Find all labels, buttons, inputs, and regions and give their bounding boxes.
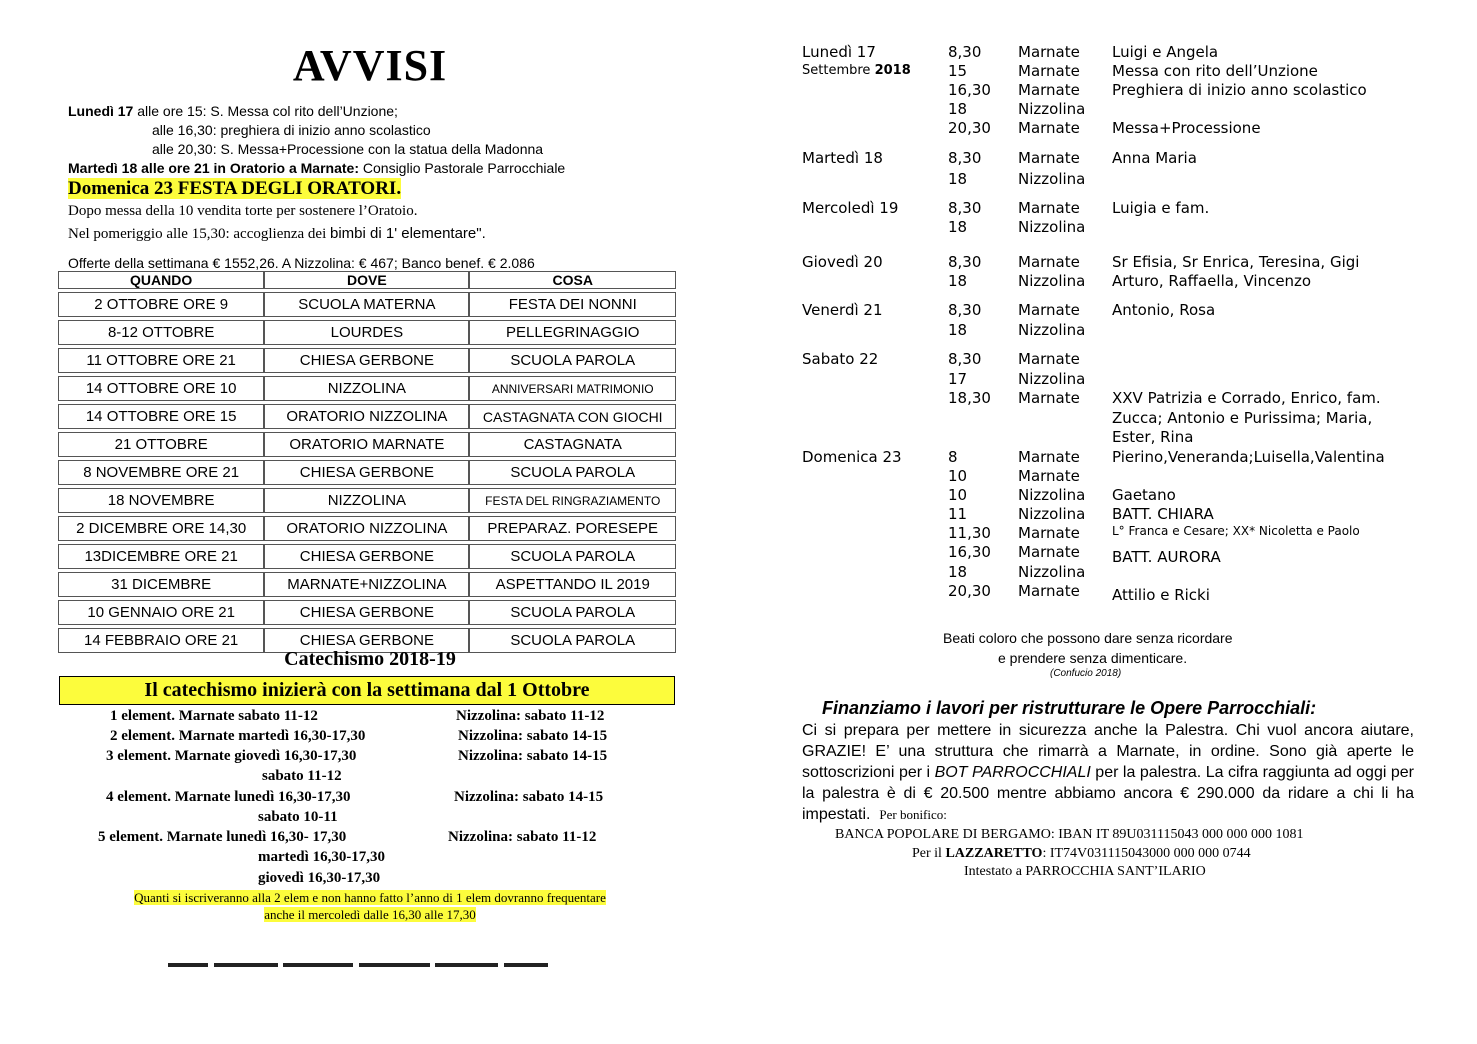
place: Nizzolina: [1018, 563, 1086, 581]
intention: Sr Efisia, Sr Enrica, Teresina, Gigi: [1112, 253, 1360, 271]
intention: Antonio, Rosa: [1112, 301, 1216, 319]
table-row: [58, 292, 676, 317]
catechismo-banner: Il catechismo inizierà con la settimana dal 1 Ottobre: [59, 676, 675, 705]
intention: Luigia e fam.: [1112, 199, 1210, 217]
cell-quando: 2 OTTOBRE ORE 9: [58, 292, 264, 317]
table-row: [58, 600, 676, 625]
notice-lunedi-line3: alle 20,30: S. Messa+Processione con la statua della Madonna: [152, 141, 544, 157]
cell-cosa: FESTA DEL RINGRAZIAMENTO: [469, 488, 676, 513]
cell-dove: ORATORIO NIZZOLINA: [264, 404, 469, 429]
place: Marnate: [1018, 389, 1080, 407]
page-title: AVVISI: [292, 41, 448, 90]
cell-dove: NIZZOLINA: [264, 488, 469, 513]
finanza-heading: Finanziamo i lavori per ristrutturare le Opere Parrocchiali:: [822, 698, 1317, 718]
time: 18: [948, 100, 968, 118]
catechismo-row-1: 1 element. Marnate sabato 11-12: [110, 708, 318, 724]
cell-dove: CHIESA GERBONE: [264, 628, 469, 653]
notice-offerte: Offerte della settimana € 1552,26. A Nizzolina: € 467; Banco benef. € 2.086: [68, 255, 535, 271]
notice-pomeriggio: [68, 225, 486, 243]
notice-lunedi: [68, 102, 398, 121]
intention: Arturo, Raffaella, Vincenzo: [1112, 272, 1312, 290]
catechismo-row-2: 2 element. Marnate martedì 16,30-17,30: [110, 728, 366, 744]
intention: BATT. AURORA: [1112, 548, 1221, 566]
table-row: [58, 432, 676, 457]
cell-cosa: PELLEGRINAGGIO: [469, 320, 676, 345]
place: Nizzolina: [1018, 272, 1086, 290]
cell-quando: 10 GENNAIO ORE 21: [58, 600, 264, 625]
cell-quando: 11 OTTOBRE ORE 21: [58, 348, 264, 373]
cell-quando: 14 OTTOBRE ORE 10: [58, 376, 264, 401]
cell-cosa: ASPETTANDO IL 2019: [469, 572, 676, 597]
catechismo-row-3-extra: sabato 11-12: [262, 768, 342, 784]
intention: Messa+Processione: [1112, 119, 1261, 137]
table-row: [58, 516, 676, 541]
cell-cosa: SCUOLA PAROLA: [469, 628, 676, 653]
cell-dove: CHIESA GERBONE: [264, 544, 469, 569]
time: 18: [948, 321, 968, 339]
time: 11: [948, 505, 968, 523]
intention: Zucca; Antonio e Purissima; Maria,: [1112, 409, 1373, 427]
notice-pomeriggio-a: Nel pomeriggio alle 15,30: accoglienza dei: [68, 226, 330, 242]
place: Marnate: [1018, 149, 1080, 167]
cell-dove: NIZZOLINA: [264, 376, 469, 401]
catechismo-row-4-extra: sabato 10-11: [258, 809, 338, 825]
catechismo-row-1-nizzolina: Nizzolina: sabato 11-12: [456, 708, 605, 724]
bank-iban-2-code: : IT74V031115043000 000 000 0744: [1042, 846, 1251, 861]
notice-martedi-rest: Consiglio Pastorale Parrocchiale: [359, 160, 566, 176]
day-giovedi: Giovedì 20: [802, 253, 883, 271]
place: Marnate: [1018, 43, 1080, 61]
cell-quando: 14 OTTOBRE ORE 15: [58, 404, 264, 429]
time: 18,30: [948, 389, 991, 407]
intention: Anna Maria: [1112, 149, 1197, 167]
cell-cosa: CASTAGNATA CON GIOCHI: [469, 404, 676, 429]
cell-cosa: SCUOLA PAROLA: [469, 348, 676, 373]
intention: Luigi e Angela: [1112, 43, 1219, 61]
intention: L° Franca e Cesare; XX* Nicoletta e Paolo: [1112, 524, 1360, 538]
cell-cosa: PREPARAZ. PORESEPE: [469, 516, 676, 541]
table-row: [58, 348, 676, 373]
table-row: [58, 404, 676, 429]
place: Marnate: [1018, 62, 1080, 80]
time: 11,30: [948, 524, 991, 542]
table-row: [58, 572, 676, 597]
bank-iban-2: [912, 846, 1251, 862]
time: 10: [948, 467, 968, 485]
day-domenica: Domenica 23: [802, 448, 902, 466]
notice-dopo-messa: Dopo messa della 10 vendita torte per sostenere l’Oratoio.: [68, 203, 418, 219]
catechismo-row-4: 4 element. Marnate lunedì 16,30-17,30: [106, 789, 351, 805]
catechismo-title: Catechismo 2018-19: [284, 648, 456, 670]
table-row: [58, 488, 676, 513]
day-lunedi: Lunedì 17: [802, 43, 876, 61]
intention: Attilio e Ricki: [1112, 586, 1210, 604]
place: Marnate: [1018, 301, 1080, 319]
bank-iban-1: BANCA POPOLARE DI BERGAMO: IBAN IT 89U031115043 000 000 000 1081: [835, 827, 1304, 842]
table-row: [58, 376, 676, 401]
notice-domenica-highlight: Domenica 23 FESTA DEGLI ORATORI.: [68, 178, 402, 199]
finanza-text-c: per la palestra. La cifra raggiunta ad oggi per la palestra è di € 20.500 mentre abbiamo ancora € 290.000 da ridare a chi li ha impestati.: [802, 764, 1415, 823]
day-sabato: Sabato 22: [802, 350, 879, 368]
place: Marnate: [1018, 467, 1080, 485]
place: Marnate: [1018, 582, 1080, 600]
day-mercoledi: Mercoledì 19: [802, 199, 899, 217]
notice-lunedi-line2: alle 16,30: preghiera di inizio anno scolastico: [152, 122, 431, 138]
time: 20,30: [948, 582, 991, 600]
place: Marnate: [1018, 524, 1080, 542]
place: Marnate: [1018, 350, 1080, 368]
time: 16,30: [948, 81, 991, 99]
finanza-paragraph: [802, 720, 1414, 825]
catechismo-row-4-nizzolina: Nizzolina: sabato 14-15: [454, 789, 604, 805]
catechismo-note: [80, 889, 660, 923]
intention: Messa con rito dell’Unzione: [1112, 62, 1318, 80]
place: Nizzolina: [1018, 170, 1086, 188]
place: Nizzolina: [1018, 486, 1086, 504]
cell-cosa: SCUOLA PAROLA: [469, 460, 676, 485]
intention: Gaetano: [1112, 486, 1176, 504]
catechismo-note-line2: anche il mercoledì dalle 16,30 alle 17,30: [264, 907, 476, 922]
bank-intestatario: Intestato a PARROCCHIA SANT’ILARIO: [964, 864, 1206, 879]
cell-quando: 21 OTTOBRE: [58, 432, 264, 457]
events-header-row: [58, 271, 676, 289]
cell-cosa: ANNIVERSARI MATRIMONIO: [469, 376, 676, 401]
quote-author: (Confucio 2018): [1050, 668, 1122, 679]
place: Nizzolina: [1018, 370, 1086, 388]
day-lunedi-month: Settembre: [802, 63, 875, 78]
notice-lunedi-line1: alle ore 15: S. Messa col rito dell’Unzione;: [133, 103, 398, 119]
time: 18: [948, 272, 968, 290]
day-lunedi-sub: [802, 63, 911, 78]
catechismo-row-2-nizzolina: Nizzolina: sabato 14-15: [458, 728, 608, 744]
cell-cosa: SCUOLA PAROLA: [469, 544, 676, 569]
cell-dove: LOURDES: [264, 320, 469, 345]
bank-iban-2-name: LAZZARETTO: [945, 846, 1043, 861]
place: Nizzolina: [1018, 505, 1086, 523]
cell-quando: 18 NOVEMBRE: [58, 488, 264, 513]
finanza-bonifico-label: Per bonifico:: [879, 807, 947, 822]
time: 8,30: [948, 350, 982, 368]
time: 8,30: [948, 149, 982, 167]
table-row: [58, 460, 676, 485]
catechismo-row-5-nizzolina: Nizzolina: sabato 11-12: [448, 829, 597, 845]
time: 8,30: [948, 199, 982, 217]
time: 18: [948, 563, 968, 581]
place: Nizzolina: [1018, 321, 1086, 339]
time: 17: [948, 370, 968, 388]
place: Marnate: [1018, 119, 1080, 137]
time: 8,30: [948, 43, 982, 61]
catechismo-row-5-extra-1: martedì 16,30-17,30: [258, 849, 386, 865]
time: 10: [948, 486, 968, 504]
place: Marnate: [1018, 543, 1080, 561]
place: Marnate: [1018, 253, 1080, 271]
cell-dove: CHIESA GERBONE: [264, 600, 469, 625]
time: 8,30: [948, 253, 982, 271]
day-lunedi-year: 2018: [874, 63, 911, 78]
cell-cosa: FESTA DEI NONNI: [469, 292, 676, 317]
cell-dove: CHIESA GERBONE: [264, 460, 469, 485]
cell-quando: 13DICEMBRE ORE 21: [58, 544, 264, 569]
finanza-text-a: Ci si prepara per mettere in sicurezza anche la Palestra. Chi vuol ancora aiutare, GRAZIE! E’ una struttura che rimarrà a Marnate, in ordine. Sono già aperte le sottoscrizioni per i: [802, 722, 1414, 781]
cell-quando: 2 DICEMBRE ORE 14,30: [58, 516, 264, 541]
intention: BATT. CHIARA: [1112, 505, 1214, 523]
catechismo-row-5: 5 element. Marnate lunedì 16,30- 17,30: [98, 829, 347, 845]
notice-lunedi-day: Lunedì 17: [68, 103, 134, 119]
cell-cosa: SCUOLA PAROLA: [469, 600, 676, 625]
catechismo-row-3-nizzolina: Nizzolina: sabato 14-15: [458, 748, 608, 764]
catechismo-row-5-extra-2: giovedì 16,30-17,30: [258, 870, 381, 886]
bank-iban-2-prefix: Per il: [912, 846, 946, 861]
header-quando: QUANDO: [58, 271, 264, 289]
place: Nizzolina: [1018, 100, 1086, 118]
cell-dove: ORATORIO NIZZOLINA: [264, 516, 469, 541]
notice-martedi: [68, 159, 565, 178]
place: Nizzolina: [1018, 218, 1086, 236]
catechismo-note-line1: Quanti si iscriveranno alla 2 elem e non hanno fatto l’anno di 1 elem dovranno frequentare: [134, 890, 606, 905]
table-row: [58, 544, 676, 569]
time: 20,30: [948, 119, 991, 137]
time: 18: [948, 218, 968, 236]
day-venerdi: Venerdì 21: [802, 301, 883, 319]
place: Marnate: [1018, 448, 1080, 466]
intention: Preghiera di inizio anno scolastico: [1112, 81, 1367, 99]
intention: Pierino,Veneranda;Luisella,Valentina: [1112, 448, 1385, 466]
quote-line1: Beati coloro che possono dare senza ricordare: [943, 630, 1233, 646]
cell-dove: ORATORIO MARNATE: [264, 432, 469, 457]
finanza-bot: BOT PARROCCHIALI: [934, 764, 1091, 781]
cell-cosa: CASTAGNATA: [469, 432, 676, 457]
cell-quando: 8-12 OTTOBRE: [58, 320, 264, 345]
notice-domenica: [68, 178, 401, 200]
header-dove: DOVE: [264, 271, 469, 289]
time: 8: [948, 448, 958, 466]
events-table: [58, 271, 676, 653]
time: 16,30: [948, 543, 991, 561]
cell-quando: 8 NOVEMBRE ORE 21: [58, 460, 264, 485]
day-martedi: Martedì 18: [802, 149, 883, 167]
table-row: [58, 320, 676, 345]
cell-dove: SCUOLA MATERNA: [264, 292, 469, 317]
cell-quando: 31 DICEMBRE: [58, 572, 264, 597]
header-cosa: COSA: [469, 271, 676, 289]
cropped-text-fragment: [168, 962, 548, 968]
cell-quando: 14 FEBBRAIO ORE 21: [58, 628, 264, 653]
cell-dove: CHIESA GERBONE: [264, 348, 469, 373]
time: 8,30: [948, 301, 982, 319]
notice-martedi-bold: Martedì 18 alle ore 21 in Oratorio a Marnate:: [68, 160, 359, 176]
catechismo-row-3: 3 element. Marnate giovedì 16,30-17,30: [106, 748, 357, 764]
cell-dove: MARNATE+NIZZOLINA: [264, 572, 469, 597]
place: Marnate: [1018, 199, 1080, 217]
notice-pomeriggio-b: bimbi di 1' elementare".: [330, 225, 486, 242]
intention: XXV Patrizia e Corrado, Enrico, fam.: [1112, 389, 1381, 407]
quote-line2: e prendere senza dimenticare.: [998, 650, 1188, 666]
time: 15: [948, 62, 968, 80]
intention: Ester, Rina: [1112, 428, 1194, 446]
place: Marnate: [1018, 81, 1080, 99]
time: 18: [948, 170, 968, 188]
